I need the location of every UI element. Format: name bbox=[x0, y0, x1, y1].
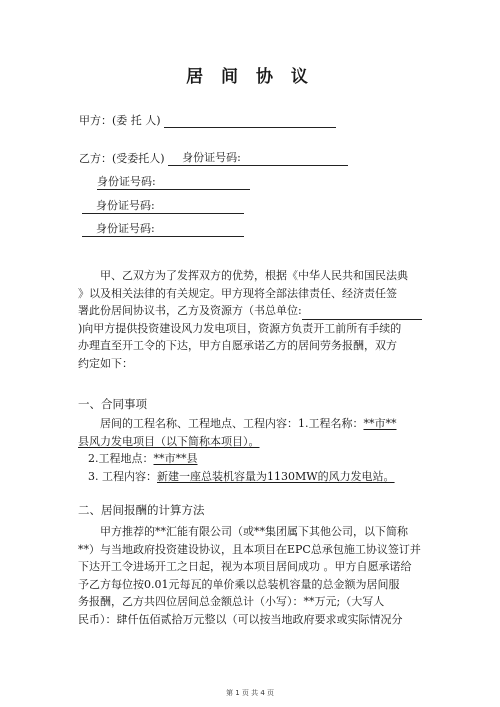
party-a-line bbox=[79, 114, 336, 128]
party-a-label: 甲方：(委 托 人) bbox=[79, 114, 161, 127]
section-2-body: 甲方推荐的**汇能有限公司（或**集团属下其他公司，以下简称 **）与当地政府投资建设协议，且本项目在EPC总承包施工协议签订并 下达开工令进场开工之日起，视为本项目居间成功 。甲方自愿承诺给 予乙方每位按0.01元每瓦的单价乘以总装机容量的总金额为居间服 务报酬，乙方共四位居间总金额总计（小写）：**万元;（大写人 民币）：肆仟伍佰贰拾万元整以（可以按当地政府要求或实际情况分 bbox=[78, 525, 421, 626]
section-1-body: 居间的工程名称、工程地点、工程内容：1.工程名称：**市** 县风力发电项目（以下简称本项目）。 2.工程地点：**市**县 3. 工程内容：新建一座总装机容量为1130MW的风力发电站。 bbox=[78, 417, 397, 483]
party-b-line bbox=[79, 152, 348, 166]
id-line-2 bbox=[82, 200, 244, 214]
id-label: 身份证号码: bbox=[96, 199, 155, 212]
party-b-id-label: 身份证号码: bbox=[182, 151, 241, 164]
party-a-blank bbox=[164, 114, 336, 128]
section-2-heading: 二、居间报酬的计算方法 bbox=[78, 503, 205, 517]
party-b-blank bbox=[168, 152, 348, 166]
page-number-footer: 第 1 页 共 4 页 bbox=[225, 689, 275, 697]
id-line-1 bbox=[97, 176, 250, 190]
id-label: 身份证号码: bbox=[97, 175, 156, 188]
party-b-label: 乙方：(受委托人) bbox=[79, 152, 165, 165]
id-label: 身份证号码: bbox=[96, 222, 155, 235]
section-1-heading: 一、合同事项 bbox=[78, 397, 147, 411]
id-line-3 bbox=[82, 223, 244, 237]
page-title: 居 间 协 议 bbox=[186, 67, 314, 87]
intro-paragraph: 甲、乙双方为了发挥双方的优势，根据《中华人民共和国民法典 》以及相关法律的有关规定。甲方现将全部法律责任、经济责任签 署此份居间协议书，乙方及资源方（书总单位: )向甲方提供投资建设风力发电项目，资源方负责开工前所有手续的 办理直至开工令的下达，甲方自愿承诺乙方的居间劳务报酬，双方 约定如下： bbox=[78, 267, 422, 372]
issuer-blank bbox=[302, 306, 422, 320]
